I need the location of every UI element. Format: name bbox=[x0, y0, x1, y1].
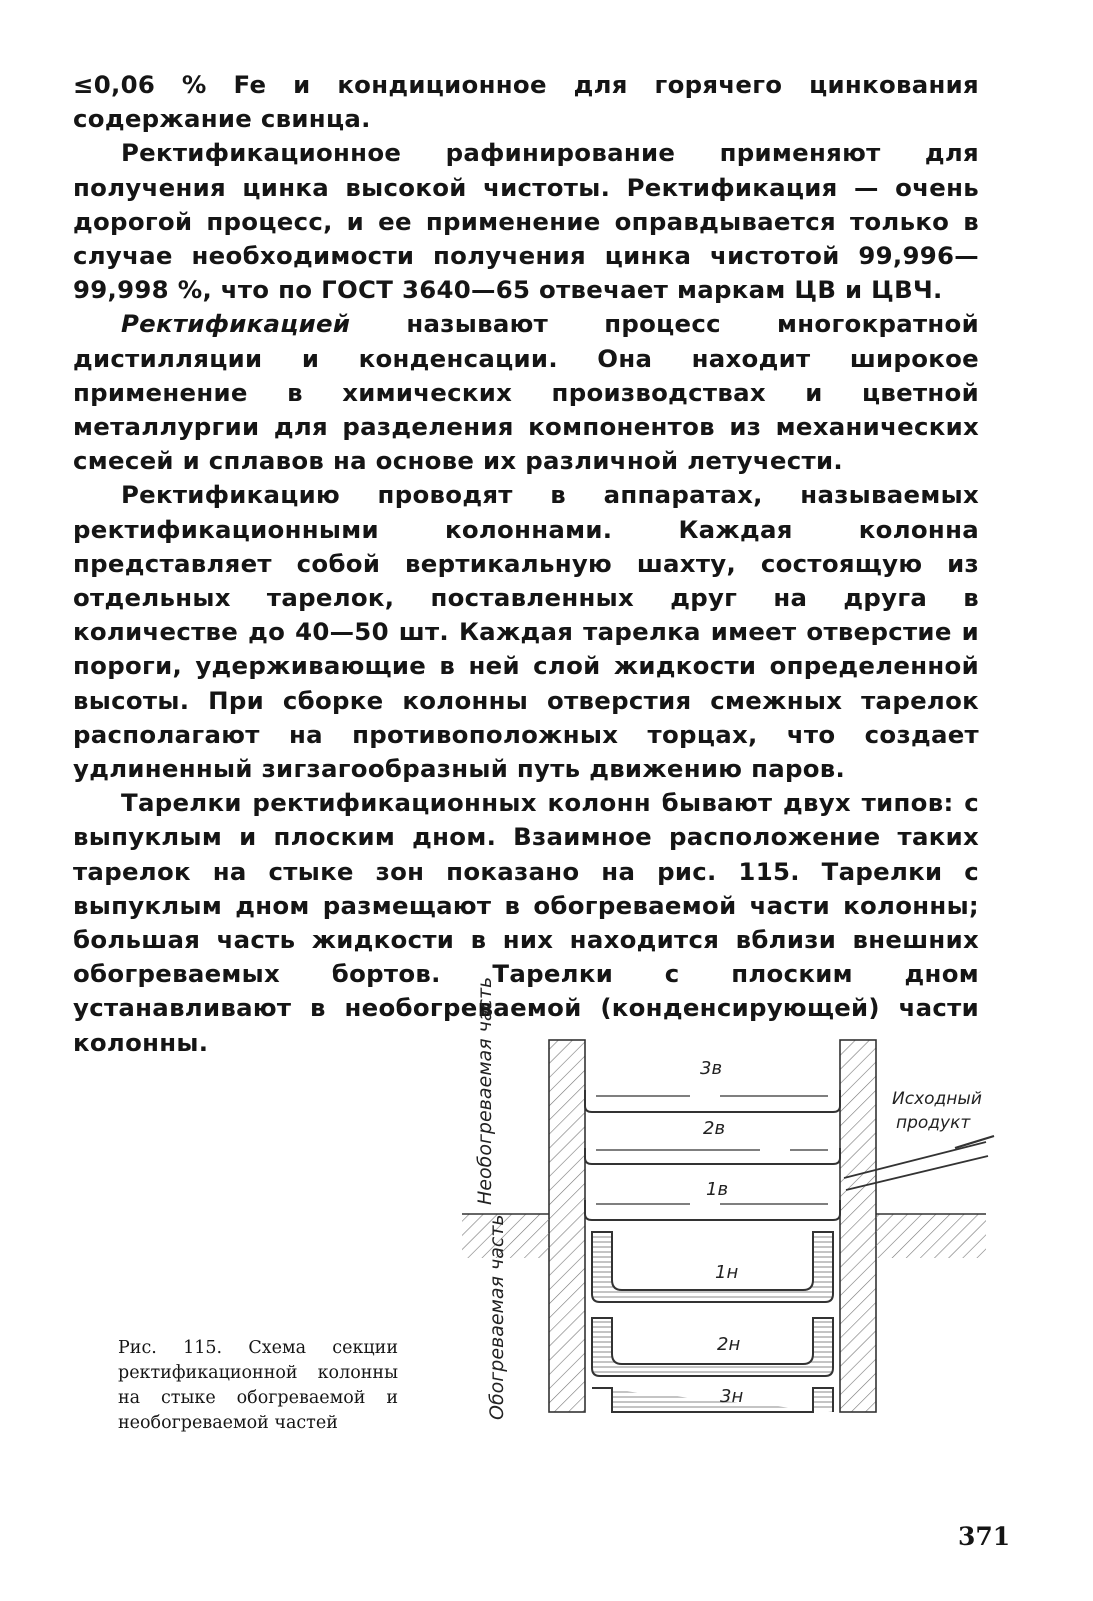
paragraph-1: ≤0,06 % Fe и кондиционное для горячего цинкования содержание свинца. bbox=[73, 70, 979, 134]
figure-caption-text: Схема секции ректификационной колонны на стыке обогреваемой и необогреваемой частей bbox=[118, 1338, 398, 1433]
tray-label-2n: 2н bbox=[717, 1334, 741, 1355]
tray-1v bbox=[585, 1200, 840, 1220]
zone-label-unheated: Необогреваемая часть bbox=[474, 976, 496, 1205]
tray-label-3n: 3н bbox=[720, 1386, 744, 1407]
convex-trays bbox=[592, 1232, 833, 1412]
figure-number: Рис. 115. bbox=[118, 1338, 223, 1358]
feed-label-line1: Исходный bbox=[892, 1089, 982, 1109]
tray-3v bbox=[585, 1090, 840, 1112]
tray-2n bbox=[592, 1318, 833, 1376]
tray-label-3v: 3в bbox=[700, 1058, 723, 1079]
page-number: 371 bbox=[958, 1522, 1011, 1551]
left-wall bbox=[549, 1040, 585, 1412]
tray-label-2v: 2в bbox=[703, 1118, 726, 1139]
paragraph-5: Тарелки ректификационных колонн бывают двух типов: с выпуклым и плоским дном. Взаимное расположение таких тарелок на стыке зон показано на рис. 115. Тарелки с выпуклым дном размещают в обогреваемой части колонны; большая часть жидкости в них находится вблизи внешних обогреваемых бортов. Тарелки с плоским дном устанавливают в необогреваемой (конденсирующей) части колонны. bbox=[73, 788, 979, 1057]
feed-label-line2: продукт bbox=[896, 1113, 971, 1133]
paragraph-4: Ректификацию проводят в аппаратах, называемых ректификационными колоннами. Каждая колонна представляет собой вертикальную шахту, состоящую из отдельных тарелок, поставленных друг на друга в количестве до 40—50 шт. Каждая тарелка имеет отверстие и пороги, удерживающие в ней слой жидкости определенной высоты. При сборке колонны отверстия смежных тарелок располагают на противоположных торцах, что создает удлиненный зигзагообразный путь движению паров. bbox=[73, 480, 979, 784]
flat-trays bbox=[585, 1090, 840, 1220]
paragraph-3-text: называют процесс многократной дистилляции и конденсации. Она находит широкое применение в химических производствах и цветной металлургии для разделения компонентов из механических смесей и сплавов на основе их различной летучести. bbox=[73, 309, 979, 476]
tray-1n bbox=[592, 1232, 833, 1302]
tray-3n bbox=[592, 1388, 833, 1412]
zone-label-heated: Обогреваемая часть bbox=[486, 1214, 508, 1420]
tray-label-1v: 1в bbox=[706, 1179, 729, 1200]
paragraph-2: Ректификационное рафинирование применяют для получения цинка высокой чистоты. Ректификация — очень дорогой процесс, и ее применение оправдывается только в случае необходимости получения цинка чистотой 99,996—99,998 %, что по ГОСТ 3640—65 отвечает маркам ЦВ и ЦВЧ. bbox=[73, 138, 979, 305]
term-rectification: Ректификацией bbox=[121, 309, 351, 339]
tray-label-1n: 1н bbox=[715, 1262, 739, 1283]
right-wall bbox=[840, 1040, 876, 1412]
